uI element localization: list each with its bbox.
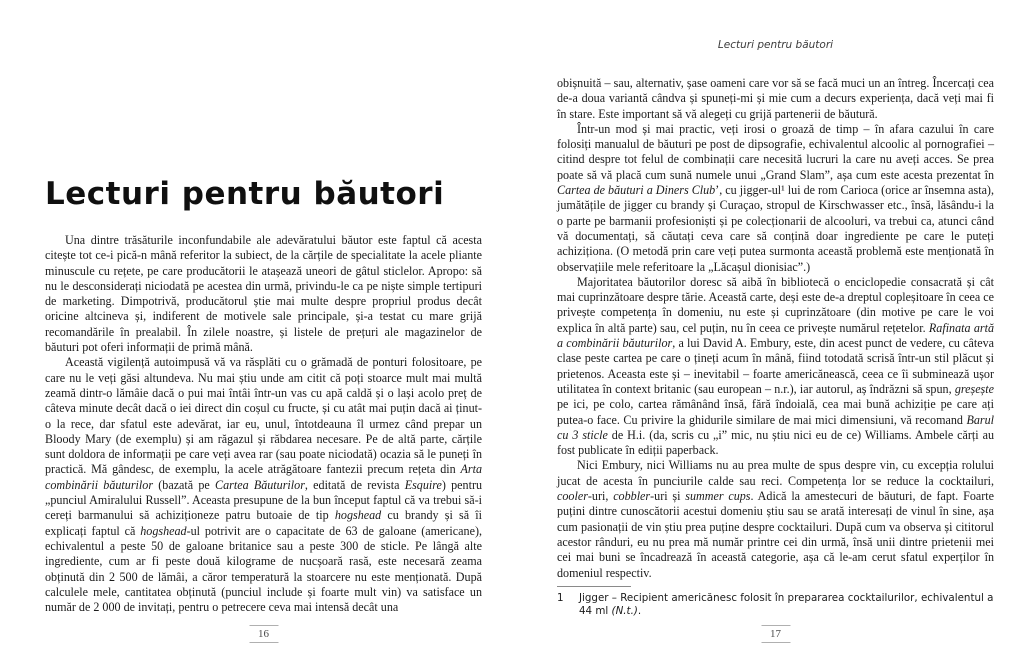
footnote-text: Jigger – Recipient americănesc folosit în prepararea cocktailurilor, echivalentul a 44 ml (N.t.). [579, 592, 994, 617]
paragraph: Această vigilență autoimpusă vă va răsplăti cu o grămadă de ponturi folositoare, pe care nu le veți găsi altundeva. Nu mai știu unde am citit că poți stoarce mult mai multă zeamă dintr-o lămâie dacă o pui mai întâi într-un vas cu apă caldă și o lași acolo preț de câteva minute decât dacă o iei direct din coșul cu fructe, și cu atât mai puțin dacă ai ținut-o la rece, dar sfatul este adevărat, iar eu, unul, întotdeauna îl urmez când prepar un Bloody Mary (de exemplu) și am răgazul și răbdarea necesare. Pe de altă parte, cărțile sunt doldora de informații pe care veți avea rar (sau poate niciodată) ocazia să le puneți în practică. Mă gândesc, de exemplu, la acele atrăgătoare fantezii precum rețeta din Arta combinării băuturilor (bazată pe Cartea Băuturilor, editată de revista Esquire) pentru „punciul Amiralului Russell”. Aceasta presupune de la bun început faptul că va trebui să-i cereți barmanului să achiziționeze patru butoaie de tip hogshead cu brandy și să îi explicați faptul că hogshead-ul potrivit are o capacitate de 63 de galoane (americane), echivalentul a peste 50 de galoane britanice sau a peste 300 de sticle. Pe lângă alte ingrediente, cum ar fi peste două kilograme de nucșoară rasă, este necesară zeama obținută din 2 500 de lămâi, a căror temperatură la stoarcere nu este menționată. După calculele mele, cantitatea obținută (punciul include și foarte mult vin) va satisface un număr de 2 000 de invitați, pentru o petrecere ceva mai intensă decât una [45, 355, 483, 615]
paragraph: Una dintre trăsăturile inconfundabile ale adevăratului băutor este faptul că acesta citește tot ce-i pică-n mână referitor la subiect, de la cărțile de specialitate la acele pliante minuscule cu rețete, pe care producătorii le atașează uneori de gâtul sticlelor. Apropo: să nu le desconsiderați niciodată pe acestea din urmă, privindu-le ca pe niște simple tertipuri de marketing. Dimpotrivă, producătorul știe mai multe despre propriul produs decât oricine altcineva și, indiferent de motivele sale principale, și-a testat cu mare grijă recomandările în prealabil. În zilele noastre, și listele de prețuri ale magazinelor de băuturi pot oferi informații de primă mână. [45, 233, 482, 355]
chapter-title: Lecturi pentru băutori [45, 176, 445, 212]
right-page-body [557, 76, 994, 581]
page-number-right: 17 [761, 625, 790, 643]
running-header: Lecturi pentru băutori [717, 39, 834, 51]
paragraph: Nici Embury, nici Williams nu au prea multe de spus despre vin, cu excepția rolului jucat de acesta în punciurile calde sau reci. Competența lor se reduce la cocktailuri, cooler-uri, cobbler-uri și summer cups. Adică la amestecuri de băuturi, de fapt. Foarte puțini dintre cunoscătorii acestui domeniu știu sau se arată interesați de vinul în sine, așa cum pasionații de vin știu prea puține despre cocktailuri. După cum va observa și cititorul acestor rânduri, eu nu prea mă număr printre cei din urmă, însă unii dintre prietenii mei cei mai buni se încadrează în această categorie, așa că le-am cerut sfatul experților în domeniul respectiv. [557, 458, 994, 580]
footnote [557, 586, 994, 618]
right-page [557, 0, 994, 672]
left-page-body [45, 233, 482, 615]
paragraph: Într-un mod și mai practic, veți irosi o groază de timp – în afara cazului în care folosiți manualul de băuturi pe post de dipsografie, echivalentul alcoolic al pornografiei – citind despre tot felul de combinații care necesită lucruri la care nu aveți acces. Se prea poate să vă placă cum sună numele unui „Grand Slam”, așa cum este acesta prezentat în Cartea de băuturi a Diners Club’, cu jigger-ul¹ lui de rom Carioca (orice ar însemna asta), jumătățile de jigger cu brandy și Curaçao, stropul de Kirschwasser etc., însă, lăsându-i la o parte pe barmanii profesioniști și pe colecționarii de alcooluri, va trebui ca, atunci când vă documentați, să căutați ceva care să conțină doar ingrediente pe care le puteți achiziționa. (O metodă prin care veți putea surmonta această problemă este menționată în observațiile mele referitoare la „Lăcașul dionisiac”.) [557, 121, 994, 274]
paragraph-continuation: obișnuită – sau, alternativ, șase oameni care vor să se facă muci un an întreg. Încercați cea de-a doua variantă cândva și spuneți-mi și mie cum a decurs experiența, dacă veți mai fi în stare. Este important să vă alegeți cu grijă partenerii de băutură. [557, 76, 994, 121]
footnote-rule [557, 586, 631, 587]
page-number-left: 16 [249, 625, 278, 643]
left-page [45, 0, 482, 672]
footnote-number: 1 [557, 592, 564, 604]
paragraph: Majoritatea băutorilor doresc să aibă în bibliotecă o enciclopedie consacrată și cât mai cuprinzătoare despre tărie. Această carte, deși este de-a dreptul copleșitoare în ceea ce privește competența în domeniu, nu este și cuprinzătoare (din motive pe care le voi explica în altă parte) sau, cel puțin, nu în ceea ce privește numărul rețetelor. Rafinata artă a combinării băuturilor, a lui David A. Embury, este, din acest punct de vedere, cu câteva clase peste cartea pe care o țineți acum în mână, fiind totodată scrisă într-un stil plăcut și prietenos. Aceasta este și – inevitabil – foarte americănească, ceea ce îi subminează ușor utilitatea în context britanic (sau european – n.r.), iar autorul, aș îndrăzni să spun, greșește pe ici, pe colo, cartea rămânând însă, fără îndoială, cea mai bună achiziție pe care ați putea-o face. Cu privire la ghidurile similare de mai mici dimensiuni, vă recomand Barul cu 3 sticle de H.i. (da, scris cu „i” mic, nu știu nici eu de ce) Williams. Ambele cărți au fost publicate în ediții paperback. [557, 274, 994, 458]
